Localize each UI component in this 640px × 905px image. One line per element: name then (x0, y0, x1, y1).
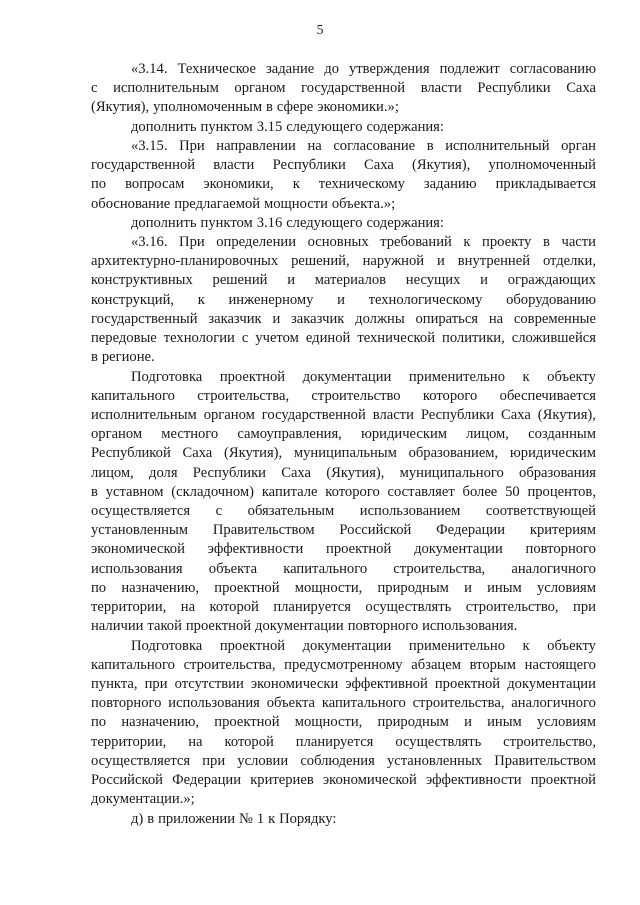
word: критериям (529, 522, 596, 539)
word: повторного (91, 695, 162, 712)
word: документации.»; (91, 791, 195, 808)
word: архитектурно-планировочных (91, 253, 279, 270)
word: Республики (477, 80, 551, 97)
word: экономически (250, 676, 339, 692)
text-line (91, 425, 596, 444)
word: пунктом (200, 118, 253, 135)
word: Российской (91, 772, 163, 789)
word: исполнительный (445, 137, 550, 154)
word: (Якутия), (223, 445, 283, 462)
word: проектной (434, 676, 501, 692)
text-line (91, 252, 596, 271)
word: экономики, (203, 176, 274, 193)
word: составляет (387, 483, 455, 500)
word: требований (380, 233, 452, 250)
text-line (91, 560, 596, 579)
word: Саха (364, 157, 394, 174)
word: эффективной (345, 676, 428, 692)
word: обязательным (247, 503, 335, 520)
word: Республики (272, 157, 346, 174)
word: строительства, (197, 387, 290, 404)
word: Правительством (494, 752, 596, 769)
word: Саха (182, 445, 213, 462)
word: предлагаемой (174, 195, 261, 212)
word: условиям (536, 579, 596, 596)
word: д) (131, 810, 144, 827)
word: и (272, 310, 281, 327)
word: к (268, 810, 276, 827)
word: обоснование (91, 195, 171, 212)
word: капитального (91, 387, 175, 404)
word: иным (487, 579, 522, 596)
word: по (91, 176, 107, 193)
word: с (215, 503, 223, 520)
text-line (91, 214, 596, 233)
word: природным (377, 579, 449, 596)
word: обеспечивается (499, 387, 596, 404)
word: строительства, (412, 695, 505, 712)
text-line (91, 137, 596, 156)
word: повторного (347, 618, 419, 635)
word: использованием (359, 503, 461, 520)
word: проектной (214, 579, 280, 596)
word: аналогичного (511, 695, 596, 712)
word: проектной (214, 714, 280, 731)
word: и (480, 272, 488, 289)
word: государственной (91, 157, 196, 174)
word: утверждения (349, 61, 430, 77)
word: эффективности (425, 772, 522, 789)
word: (Якутия), (537, 406, 596, 423)
word: (Якутия), (326, 464, 385, 481)
word: лицом, (91, 464, 134, 481)
word: государственной (301, 80, 406, 97)
text-line (91, 60, 596, 79)
word: к (463, 233, 471, 250)
word: применительно (408, 637, 506, 654)
word: на (307, 137, 322, 154)
word: территории, (91, 733, 167, 750)
word: документации (302, 637, 392, 654)
word: Республики (420, 406, 495, 423)
word: настоящего (524, 656, 596, 673)
word: по (91, 579, 107, 596)
text-line (91, 656, 596, 675)
word: наружной (362, 253, 425, 270)
word: экономической (322, 772, 417, 789)
word: более (462, 483, 498, 500)
word: проектной (219, 637, 286, 654)
word: созданным (528, 426, 596, 443)
word: Подготовка (131, 368, 203, 385)
word: проектной (219, 368, 286, 385)
word: экономики.»; (317, 99, 399, 116)
word: документации (302, 368, 392, 385)
word: установленных (386, 752, 483, 769)
word: соответствующей (485, 503, 596, 520)
word: заказчик (208, 310, 262, 327)
word: Российской (339, 522, 412, 539)
word: с (241, 330, 249, 347)
text-line (91, 310, 596, 329)
word: содержания: (366, 118, 444, 135)
word: эффективности (207, 541, 304, 558)
word: и (287, 272, 296, 289)
word: исполнительным (113, 80, 219, 97)
text-line (91, 733, 596, 752)
text-line (91, 271, 596, 290)
word: муниципальным (293, 445, 397, 462)
word: власти (420, 80, 462, 97)
word: мощности (263, 195, 328, 212)
word: вопросам (125, 176, 185, 193)
text-line (91, 771, 596, 790)
word: назначению, (121, 579, 200, 596)
word: опираться (415, 310, 479, 327)
word: проектной (530, 772, 596, 789)
word: материалов (314, 272, 387, 289)
word: государственный (91, 310, 198, 327)
word: наличии (91, 618, 144, 635)
word: вторым (469, 656, 516, 673)
text-line (91, 713, 596, 732)
text-line (91, 175, 596, 194)
word: инженерному (228, 291, 314, 308)
word: мощности, (294, 714, 363, 731)
word: отделки, (542, 253, 596, 270)
word: к (292, 176, 300, 193)
text-line (91, 233, 596, 252)
word: в (147, 810, 155, 827)
word: органом (203, 406, 255, 423)
text-line (91, 329, 596, 348)
word: следующего (286, 214, 363, 231)
word: власти (213, 157, 255, 174)
word: 3.16 (256, 214, 283, 231)
word: конструктивных (91, 272, 193, 289)
word: при (144, 676, 168, 692)
text-line (91, 675, 596, 694)
word: учетом (255, 330, 299, 347)
word: власти (372, 406, 414, 423)
word: ограждающих (507, 272, 596, 289)
word: предусмотренному (284, 656, 403, 673)
word: следующего (286, 118, 363, 135)
word: капитального (321, 695, 406, 712)
word: заданию (423, 176, 477, 193)
word: 1 (256, 810, 265, 827)
word: государственной (261, 406, 366, 423)
word: критериев (250, 772, 314, 789)
word: на (188, 733, 203, 750)
text-line (91, 444, 596, 463)
word: (складочном) (171, 483, 255, 500)
text-line (91, 387, 596, 406)
word: использования (91, 560, 183, 577)
word: политики, (442, 330, 505, 347)
word: на (180, 599, 196, 616)
word: которого (422, 387, 478, 404)
word: согласование (333, 137, 416, 154)
text-line (91, 540, 596, 559)
word: в (266, 99, 273, 116)
word: абзацем (411, 656, 461, 673)
text-line (91, 579, 596, 598)
word: образованием, (408, 445, 499, 462)
word: объекту (547, 637, 596, 654)
page-number: 5 (316, 22, 324, 37)
word: в (543, 233, 550, 250)
word: к (197, 291, 205, 308)
word: органом (91, 426, 143, 443)
text-line (91, 291, 596, 310)
word: основных (307, 233, 369, 250)
word: иным (487, 714, 522, 731)
word: осуществляется (91, 503, 191, 520)
word: Саха (566, 80, 596, 97)
word: Федерации (436, 522, 506, 539)
word: планируется (295, 733, 374, 750)
word: природным (377, 714, 449, 731)
word: технологии (163, 330, 235, 347)
word: процентов, (527, 483, 596, 500)
word: проектной (185, 618, 252, 635)
word: экономической (91, 541, 185, 558)
text-line (91, 156, 596, 175)
text-line (91, 79, 596, 98)
word: конструкций, (91, 291, 175, 308)
word: юридическим (360, 426, 447, 443)
text-line (91, 694, 596, 713)
word: осуществлять (365, 599, 452, 616)
word: использования (168, 695, 260, 712)
text-line (91, 598, 596, 617)
word: и (337, 291, 345, 308)
text-line (91, 348, 596, 367)
word: подлежит (439, 61, 500, 77)
word: № (238, 810, 253, 827)
word: технической (357, 330, 436, 347)
word: Федерации (172, 772, 242, 789)
word: современные (513, 310, 596, 327)
word: уполномоченный (488, 157, 596, 174)
word: Республики (192, 464, 266, 481)
word: осуществляется (91, 752, 191, 769)
word: сложившейся (511, 330, 596, 347)
word: использования. (422, 618, 518, 635)
word: «3.15. (131, 137, 168, 154)
word: Техническое (177, 61, 257, 77)
word: регионе. (101, 349, 155, 366)
document-body (91, 60, 596, 829)
word: территории, (91, 599, 167, 616)
text-line (91, 810, 596, 829)
word: юридическим (509, 445, 596, 462)
word: части (561, 233, 596, 250)
word: задание (266, 61, 315, 77)
word: при (573, 599, 596, 616)
word: в (91, 349, 98, 366)
word: и (464, 579, 472, 596)
word: капитального (91, 656, 175, 673)
word: которого (325, 483, 380, 500)
word: внутренней (457, 253, 531, 270)
word: Правительством (212, 522, 315, 539)
text-line (91, 637, 596, 656)
word: в (426, 137, 434, 154)
word: дополнить (131, 118, 197, 135)
word: строительство, (503, 733, 596, 750)
word: передовые (91, 330, 157, 347)
word: (Якутия), (91, 99, 150, 116)
word: повторного (525, 541, 596, 558)
word: строительство (311, 387, 401, 404)
word: «3.14. (131, 61, 168, 77)
word: соблюдения (300, 752, 375, 769)
word: в (91, 483, 98, 500)
word: определении (216, 233, 297, 250)
word: с (91, 80, 98, 97)
word: решений, (291, 253, 350, 270)
word: должны (355, 310, 405, 327)
word: применительно (408, 368, 506, 385)
word: направлении (216, 137, 296, 154)
word: и (437, 253, 445, 270)
word: прикладывается (495, 176, 596, 193)
word: которой (224, 733, 274, 750)
word: единой (305, 330, 351, 347)
word: объекта (266, 695, 316, 712)
word: уполномоченным (153, 99, 263, 116)
word: решений (212, 272, 268, 289)
word: лицом, (466, 426, 509, 443)
text-line (91, 118, 596, 137)
word: Саха (501, 406, 531, 423)
text-line (91, 483, 596, 502)
word: установленным (91, 522, 189, 539)
word: к (522, 368, 530, 385)
word: уставном (105, 483, 164, 500)
word: Подготовка (131, 637, 203, 654)
word: техническому (318, 176, 405, 193)
word: строительство, (465, 599, 559, 616)
word: орган (561, 137, 596, 154)
word: объекта.»; (331, 195, 396, 212)
word: оборудованию (506, 291, 596, 308)
word: к (522, 637, 530, 654)
word: отсутствии (174, 676, 244, 692)
word: документации (255, 618, 344, 635)
word: которой (209, 599, 259, 616)
word: При (179, 137, 205, 154)
word: осуществлять (395, 733, 482, 750)
word: согласованию (509, 61, 596, 77)
word: аналогичного (511, 560, 596, 577)
word: объекта (208, 560, 258, 577)
word: содержания: (366, 214, 444, 231)
word: назначению, (121, 714, 200, 731)
text-line (91, 98, 596, 117)
text-line (91, 502, 596, 521)
text-line (91, 521, 596, 540)
word: при (202, 752, 226, 769)
word: пункта, (91, 676, 138, 692)
word: доля (149, 464, 178, 481)
text-line (91, 617, 596, 636)
text-line (91, 195, 596, 214)
word: 50 (505, 483, 520, 500)
word: (Якутия), (412, 157, 471, 174)
word: местного (161, 426, 219, 443)
word: заказчик (291, 310, 345, 327)
word: сфере (276, 99, 314, 116)
word: проекту (482, 233, 532, 250)
word: строительства, (183, 656, 276, 673)
word: дополнить (131, 214, 197, 231)
text-line (91, 368, 596, 387)
word: органом (234, 80, 286, 97)
text-line (91, 790, 596, 809)
word: капитале (261, 483, 318, 500)
text-line (91, 406, 596, 425)
word: планируется (273, 599, 351, 616)
text-line (91, 464, 596, 483)
word: капитального (283, 560, 368, 577)
word: При (179, 233, 205, 250)
word: приложении (158, 810, 236, 827)
word: пунктом (200, 214, 253, 231)
word: Порядку: (279, 810, 337, 827)
word: «3.16. (131, 233, 168, 250)
word: исполнительным (91, 406, 197, 423)
word: 3.15 (256, 118, 283, 135)
word: по (91, 714, 107, 731)
word: несущих (405, 272, 461, 289)
word: условиям (536, 714, 596, 731)
word: на (488, 310, 504, 327)
word: проектной (326, 541, 392, 558)
word: и (464, 714, 472, 731)
text-line (91, 752, 596, 771)
word: Республикой (91, 445, 171, 462)
word: Саха (281, 464, 312, 481)
word: до (324, 61, 339, 77)
word: строительства, (393, 560, 486, 577)
word: документации (507, 676, 596, 692)
word: образования (519, 464, 596, 481)
word: муниципального (399, 464, 504, 481)
word: мощности, (294, 579, 363, 596)
word: документации (414, 541, 503, 558)
word: технологическому (368, 291, 483, 308)
word: такой (147, 618, 182, 635)
word: самоуправления, (237, 426, 342, 443)
word: условии (237, 752, 289, 769)
word: объекту (547, 368, 596, 385)
